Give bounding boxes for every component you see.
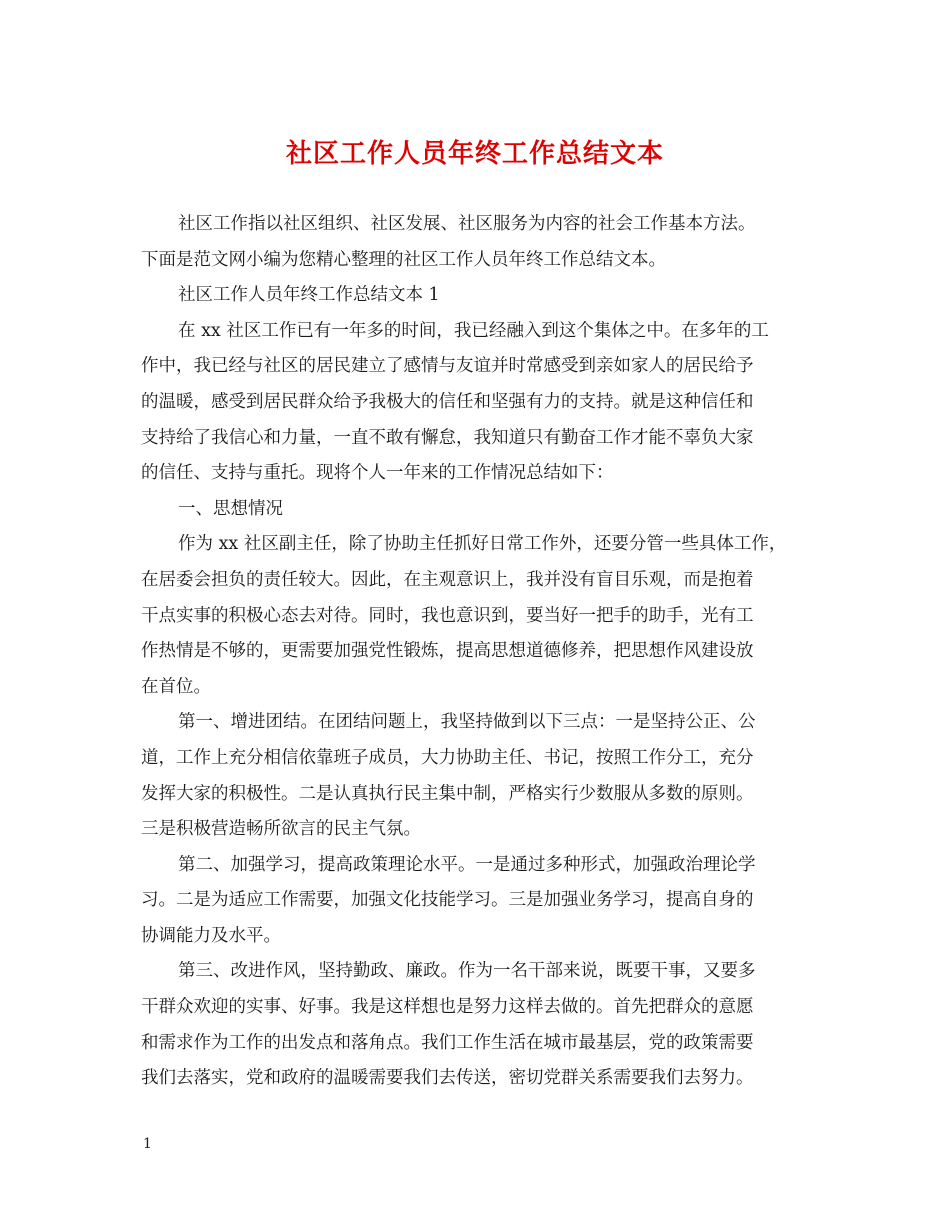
- text-line: 支持给了我信心和力量，一直不敢有懈怠，我知道只有勤奋工作才能不辜负大家: [141, 427, 754, 448]
- document-body: [141, 207, 811, 1097]
- text-line: 在居委会担负的责任较大。因此，在主观意识上，我并没有盲目乐观，而是抱着: [141, 569, 754, 590]
- text-line: 的温暖，感受到居民群众给予我极大的信任和坚强有力的支持。就是这种信任和: [141, 391, 754, 412]
- text-line: 干群众欢迎的实事、好事。我是这样想也是努力这样去做的。首先把群众的意愿: [141, 997, 754, 1018]
- text-line: 作热情是不够的，更需要加强党性锻炼，提高思想道德修养，把思想作风建设放: [141, 641, 754, 662]
- text-line: 第一、增进团结。在团结问题上，我坚持做到以下三点：一是坚持公正、公: [178, 712, 756, 733]
- text-line: 作中，我已经与社区的居民建立了感情与友谊并时常感受到亲如家人的居民给予: [141, 356, 754, 377]
- text-line: 作为 xx 社区副主任，除了协助主任抓好日常工作外，还要分管一些具体工作，: [178, 534, 787, 555]
- text-line: 道，工作上充分相信依靠班子成员，大力协助主任、书记，按照工作分工，充分: [141, 747, 754, 768]
- text-line: 我们去落实，党和政府的温暖需要我们去传送，密切党群关系需要我们去努力。: [141, 1068, 754, 1089]
- text-line: 的信任、支持与重托。现将个人一年来的工作情况总结如下：: [141, 463, 614, 484]
- text-line: 干点实事的积极心态去对待。同时，我也意识到，要当好一把手的助手，光有工: [141, 605, 754, 626]
- text-line: 第三、改进作风，坚持勤政、廉政。作为一名干部来说，既要干事，又要多: [178, 961, 756, 982]
- text-line: 在 xx 社区工作已有一年多的时间，我已经融入到这个集体之中。在多年的工: [178, 320, 769, 341]
- text-line: 在首位。: [141, 676, 211, 697]
- text-line: 协调能力及水平。: [141, 925, 281, 946]
- text-line: 一、思想情况: [178, 498, 283, 519]
- text-line: 发挥大家的积极性。二是认真执行民主集中制，严格实行少数服从多数的原则。: [141, 783, 754, 804]
- text-line: 社区工作指以社区组织、社区发展、社区服务为内容的社会工作基本方法。: [178, 214, 756, 234]
- text-line: 习。二是为适应工作需要，加强文化技能学习。三是加强业务学习，提高自身的: [141, 890, 754, 911]
- page-number: 1: [143, 1136, 152, 1152]
- text-line: 三是积极营造畅所欲言的民主气氛。: [141, 819, 421, 840]
- text-line: 社区工作人员年终工作总结文本 1: [178, 285, 440, 306]
- document-title: 社区工作人员年终工作总结文本: [285, 139, 664, 169]
- text-line: 第二、加强学习，提高政策理论水平。一是通过多种形式，加强政治理论学: [178, 854, 756, 875]
- text-line: 和需求作为工作的出发点和落角点。我们工作生活在城市最基层，党的政策需要: [141, 1032, 754, 1053]
- text-line: 下面是范文网小编为您精心整理的社区工作人员年终工作总结文本。: [141, 249, 666, 270]
